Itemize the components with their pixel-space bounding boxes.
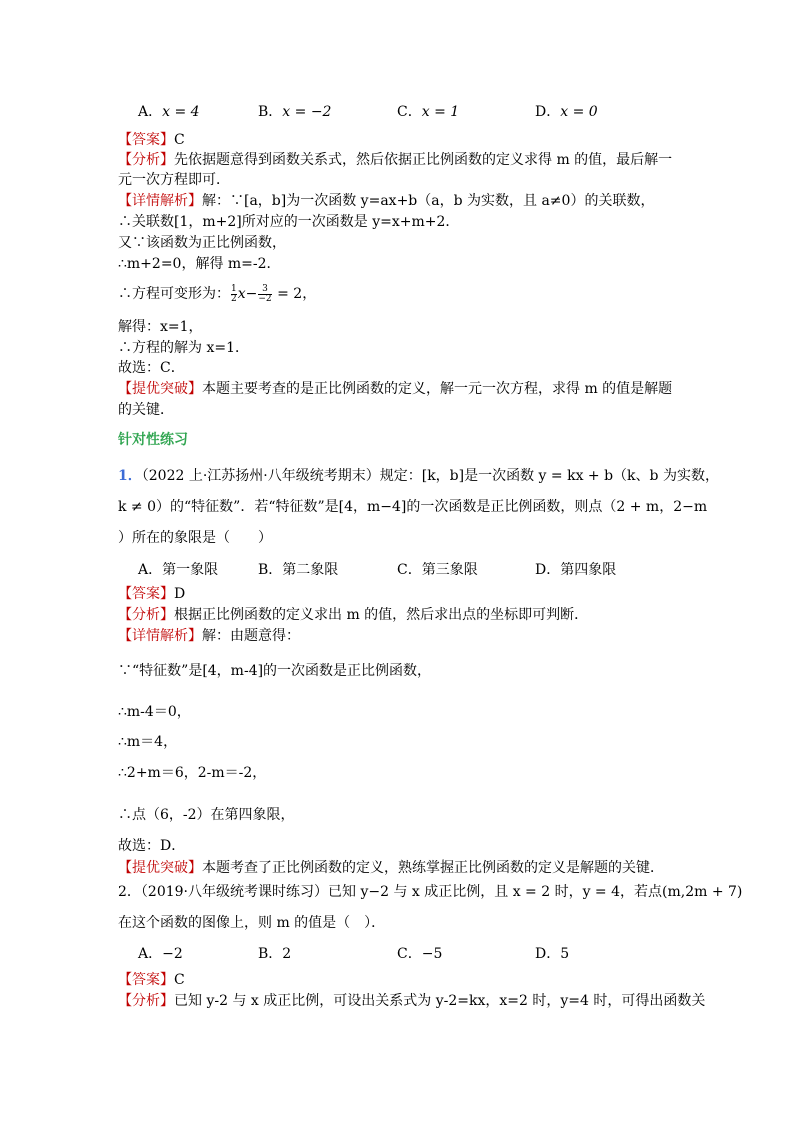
- q2-analysis: 【分析】已知 y-2 与 x 成正比例，可设出关系式为 y-2=kx，x=2 时，y=4 时，可得出函数关: [118, 993, 706, 1009]
- q2-option-c: C．−5: [397, 946, 443, 962]
- option-b: B．x = −2: [258, 104, 332, 120]
- q2-stem: 2．（2019·八年级统考课时练习）已知 y−2 与 x 成正比例，且 x = 2 时，y = 4，若点(m,2m + 7): [118, 884, 743, 900]
- detail-line-6: 解得：x=1，: [118, 319, 203, 335]
- fraction-1: $\frac{1}{2}$: [231, 283, 237, 304]
- q1-step-6: 故选：D．: [118, 838, 186, 854]
- q1-stem-2: k ≠ 0）的“特征数”．若“特征数”是[4，m−4]的一次函数是正比例函数，则点（2 + m，2−m: [118, 499, 708, 515]
- q1-stem: 1．（2022 上·江苏扬州·八年级统考期末）规定：[k，b]是一次函数 y = kx + b（k、b 为实数，: [118, 468, 719, 484]
- q2-option-d: D．5: [535, 946, 570, 962]
- q1-step-2: ∴m-4＝0，: [118, 704, 191, 720]
- detail-line-2: ∴关联数[1，m+2]所对应的一次函数是 y=x+m+2．: [118, 214, 460, 230]
- q1-option-b: B．第二象限: [258, 562, 339, 578]
- tip-line: 【提优突破】本题主要考查的是正比例函数的定义，解一元一次方程，求得 m 的值是解题: [118, 381, 673, 397]
- analysis-line-2: 元一次方程即可．: [118, 172, 230, 188]
- q2-stem-2: 在这个函数的图像上，则 m 的值是（ ）．: [118, 915, 386, 931]
- option-c: C．x = 1: [397, 104, 460, 120]
- q1-detail: 【详情解析】解：由题意得：: [118, 628, 300, 644]
- tip-line-2: 的关键．: [118, 402, 174, 418]
- q1-step-5: ∴点（6，-2）在第四象限，: [118, 807, 295, 823]
- q2-option-a: A．−2: [138, 946, 183, 962]
- equation-line: ∴方程可变形为： $\frac{1}{2}$ x− $\frac{3}{-2}$ = 2，: [118, 283, 317, 304]
- detail-line-4: ∴m+2=0，解得 m=-2．: [118, 256, 281, 272]
- q2-option-b: B．2: [258, 946, 292, 962]
- detail-line-3: 又∵该函数为正比例函数，: [118, 235, 286, 251]
- detail-line: 【详情解析】解：∵[a，b]为一次函数 y=ax+b（a，b 为实数，且 a≠0）的关联数，: [118, 193, 655, 209]
- q1-step-4: ∴2+m＝6，2-m＝-2，: [118, 765, 267, 781]
- detail-line-8: 故选：C．: [118, 360, 185, 376]
- q1-stem-3: ）所在的象限是（ ）: [118, 530, 272, 546]
- q1-step-3: ∴m＝4，: [118, 734, 178, 750]
- answer-line: 【答案】C: [118, 132, 185, 148]
- q1-step-1: ∵“特征数”是[4，m-4]的一次函数是正比例函数，: [118, 663, 432, 679]
- q1-tip: 【提优突破】本题考查了正比例函数的定义，熟练掌握正比例函数的定义是解题的关键．: [118, 860, 664, 876]
- q1-analysis: 【分析】根据正比例函数的定义求出 m 的值，然后求出点的坐标即可判断．: [118, 607, 589, 623]
- q1-answer: 【答案】D: [118, 586, 186, 602]
- q1-option-d: D．第四象限: [535, 562, 617, 578]
- fraction-2: $\frac{3}{-2}$: [258, 283, 272, 304]
- q2-answer: 【答案】C: [118, 972, 185, 988]
- option-d: D．x = 0: [535, 104, 598, 120]
- q1-option-c: C．第三象限: [397, 562, 478, 578]
- analysis-line: 【分析】先依据题意得到函数关系式，然后依据正比例函数的定义求得 m 的值，最后解一: [118, 152, 673, 168]
- detail-line-7: ∴方程的解为 x=1．: [118, 340, 249, 356]
- q1-option-a: A．第一象限: [138, 562, 219, 578]
- option-a: A．x = 4: [138, 104, 200, 120]
- section-title: 针对性练习: [118, 432, 188, 448]
